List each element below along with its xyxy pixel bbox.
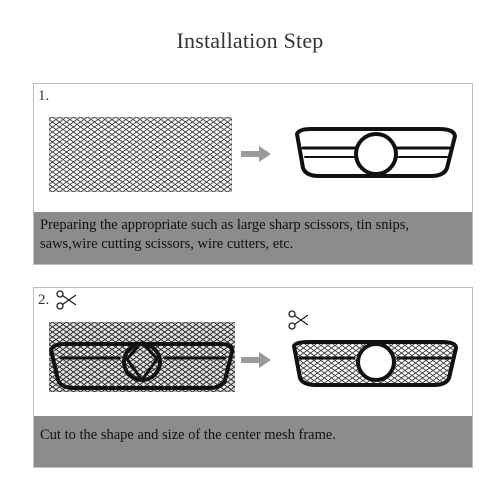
grille-with-mesh-image bbox=[286, 338, 464, 390]
step-caption: Cut to the shape and size of the center mesh frame. bbox=[34, 416, 472, 467]
arrow-right-icon bbox=[241, 352, 271, 368]
scissors-icon bbox=[56, 290, 78, 310]
scissors-icon bbox=[288, 310, 310, 330]
step-number: 1. bbox=[38, 88, 50, 104]
step-caption: Preparing the appropriate such as large sharp scissors, tin snips, saws,wire cutting scissors, wire cutters, etc. bbox=[34, 212, 472, 264]
step-2-panel bbox=[33, 287, 473, 468]
page-title: Installation Step bbox=[176, 28, 324, 53]
mesh-sheet-image bbox=[49, 117, 232, 192]
mesh-sheet-with-grille-image bbox=[49, 322, 235, 392]
grille-frame-image bbox=[289, 124, 461, 182]
step-number: 2. bbox=[38, 292, 50, 308]
step-1-panel bbox=[33, 83, 473, 265]
arrow-right-icon bbox=[241, 146, 271, 162]
